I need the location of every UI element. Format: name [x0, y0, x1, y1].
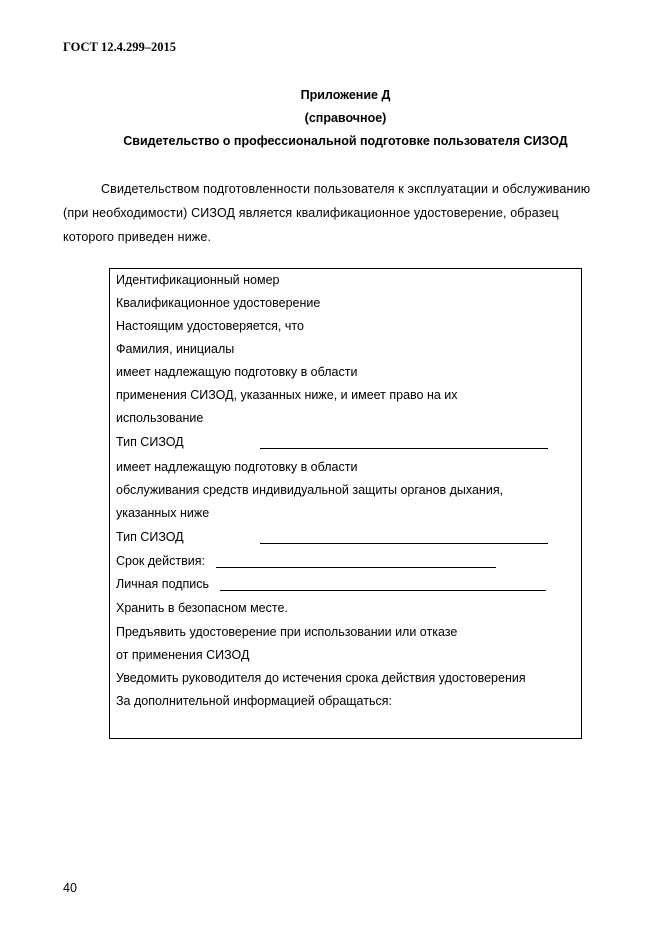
intro-line-1: Свидетельством подготовленности пользователя к эксплуатации и обслуживанию — [101, 182, 591, 196]
type-2-blank-line — [260, 543, 548, 544]
form-line-certify: Настоящим удостоверяется, что — [116, 319, 304, 333]
intro-line-3: которого приведен ниже. — [63, 230, 212, 244]
form-line-refusal: от применения СИЗОД — [116, 648, 250, 662]
form-line-usage: использование — [116, 411, 204, 425]
appendix-type: (справочное) — [304, 111, 387, 125]
form-line-notify: Уведомить руководителя до истечения срока действия удостоверения — [116, 671, 526, 685]
form-line-name: Фамилия, инициалы — [116, 342, 235, 356]
form-line-maintenance: обслуживания средств индивидуальной защиты органов дыхания, — [116, 483, 504, 497]
type-1-blank-line — [260, 448, 548, 449]
intro-paragraph — [63, 177, 629, 249]
signature-blank-line — [220, 590, 546, 591]
form-line-type-1: Тип СИЗОД — [116, 435, 184, 449]
form-line-application: применения СИЗОД, указанных ниже, и имеет право на их — [116, 388, 458, 402]
page-number: 40 — [63, 881, 77, 895]
form-line-certificate: Квалификационное удостоверение — [116, 296, 321, 310]
form-line-training-2: имеет надлежащую подготовку в области — [116, 460, 358, 474]
form-line-present: Предъявить удостоверение при использовании или отказе — [116, 625, 458, 639]
form-line-signature: Личная подпись — [116, 577, 210, 591]
appendix-subtitle: Свидетельство о профессиональной подготовке пользователя СИЗОД — [123, 134, 568, 148]
form-line-below: указанных ниже — [116, 506, 210, 520]
form-line-validity: Срок действия: — [116, 554, 205, 568]
form-line-training-1: имеет надлежащую подготовку в области — [116, 365, 358, 379]
standard-number: ГОСТ 12.4.299–2015 — [63, 40, 177, 54]
form-line-store: Хранить в безопасном месте. — [116, 601, 288, 615]
form-line-type-2: Тип СИЗОД — [116, 530, 184, 544]
appendix-title: Приложение Д — [300, 88, 391, 102]
form-line-contact: За дополнительной информацией обращаться: — [116, 694, 392, 708]
certificate-form-frame — [109, 268, 582, 739]
validity-blank-line — [216, 567, 496, 568]
form-line-id-number: Идентификационный номер — [116, 273, 280, 287]
intro-line-2: (при необходимости) СИЗОД является квалификационное удостоверение, образец — [63, 206, 559, 220]
